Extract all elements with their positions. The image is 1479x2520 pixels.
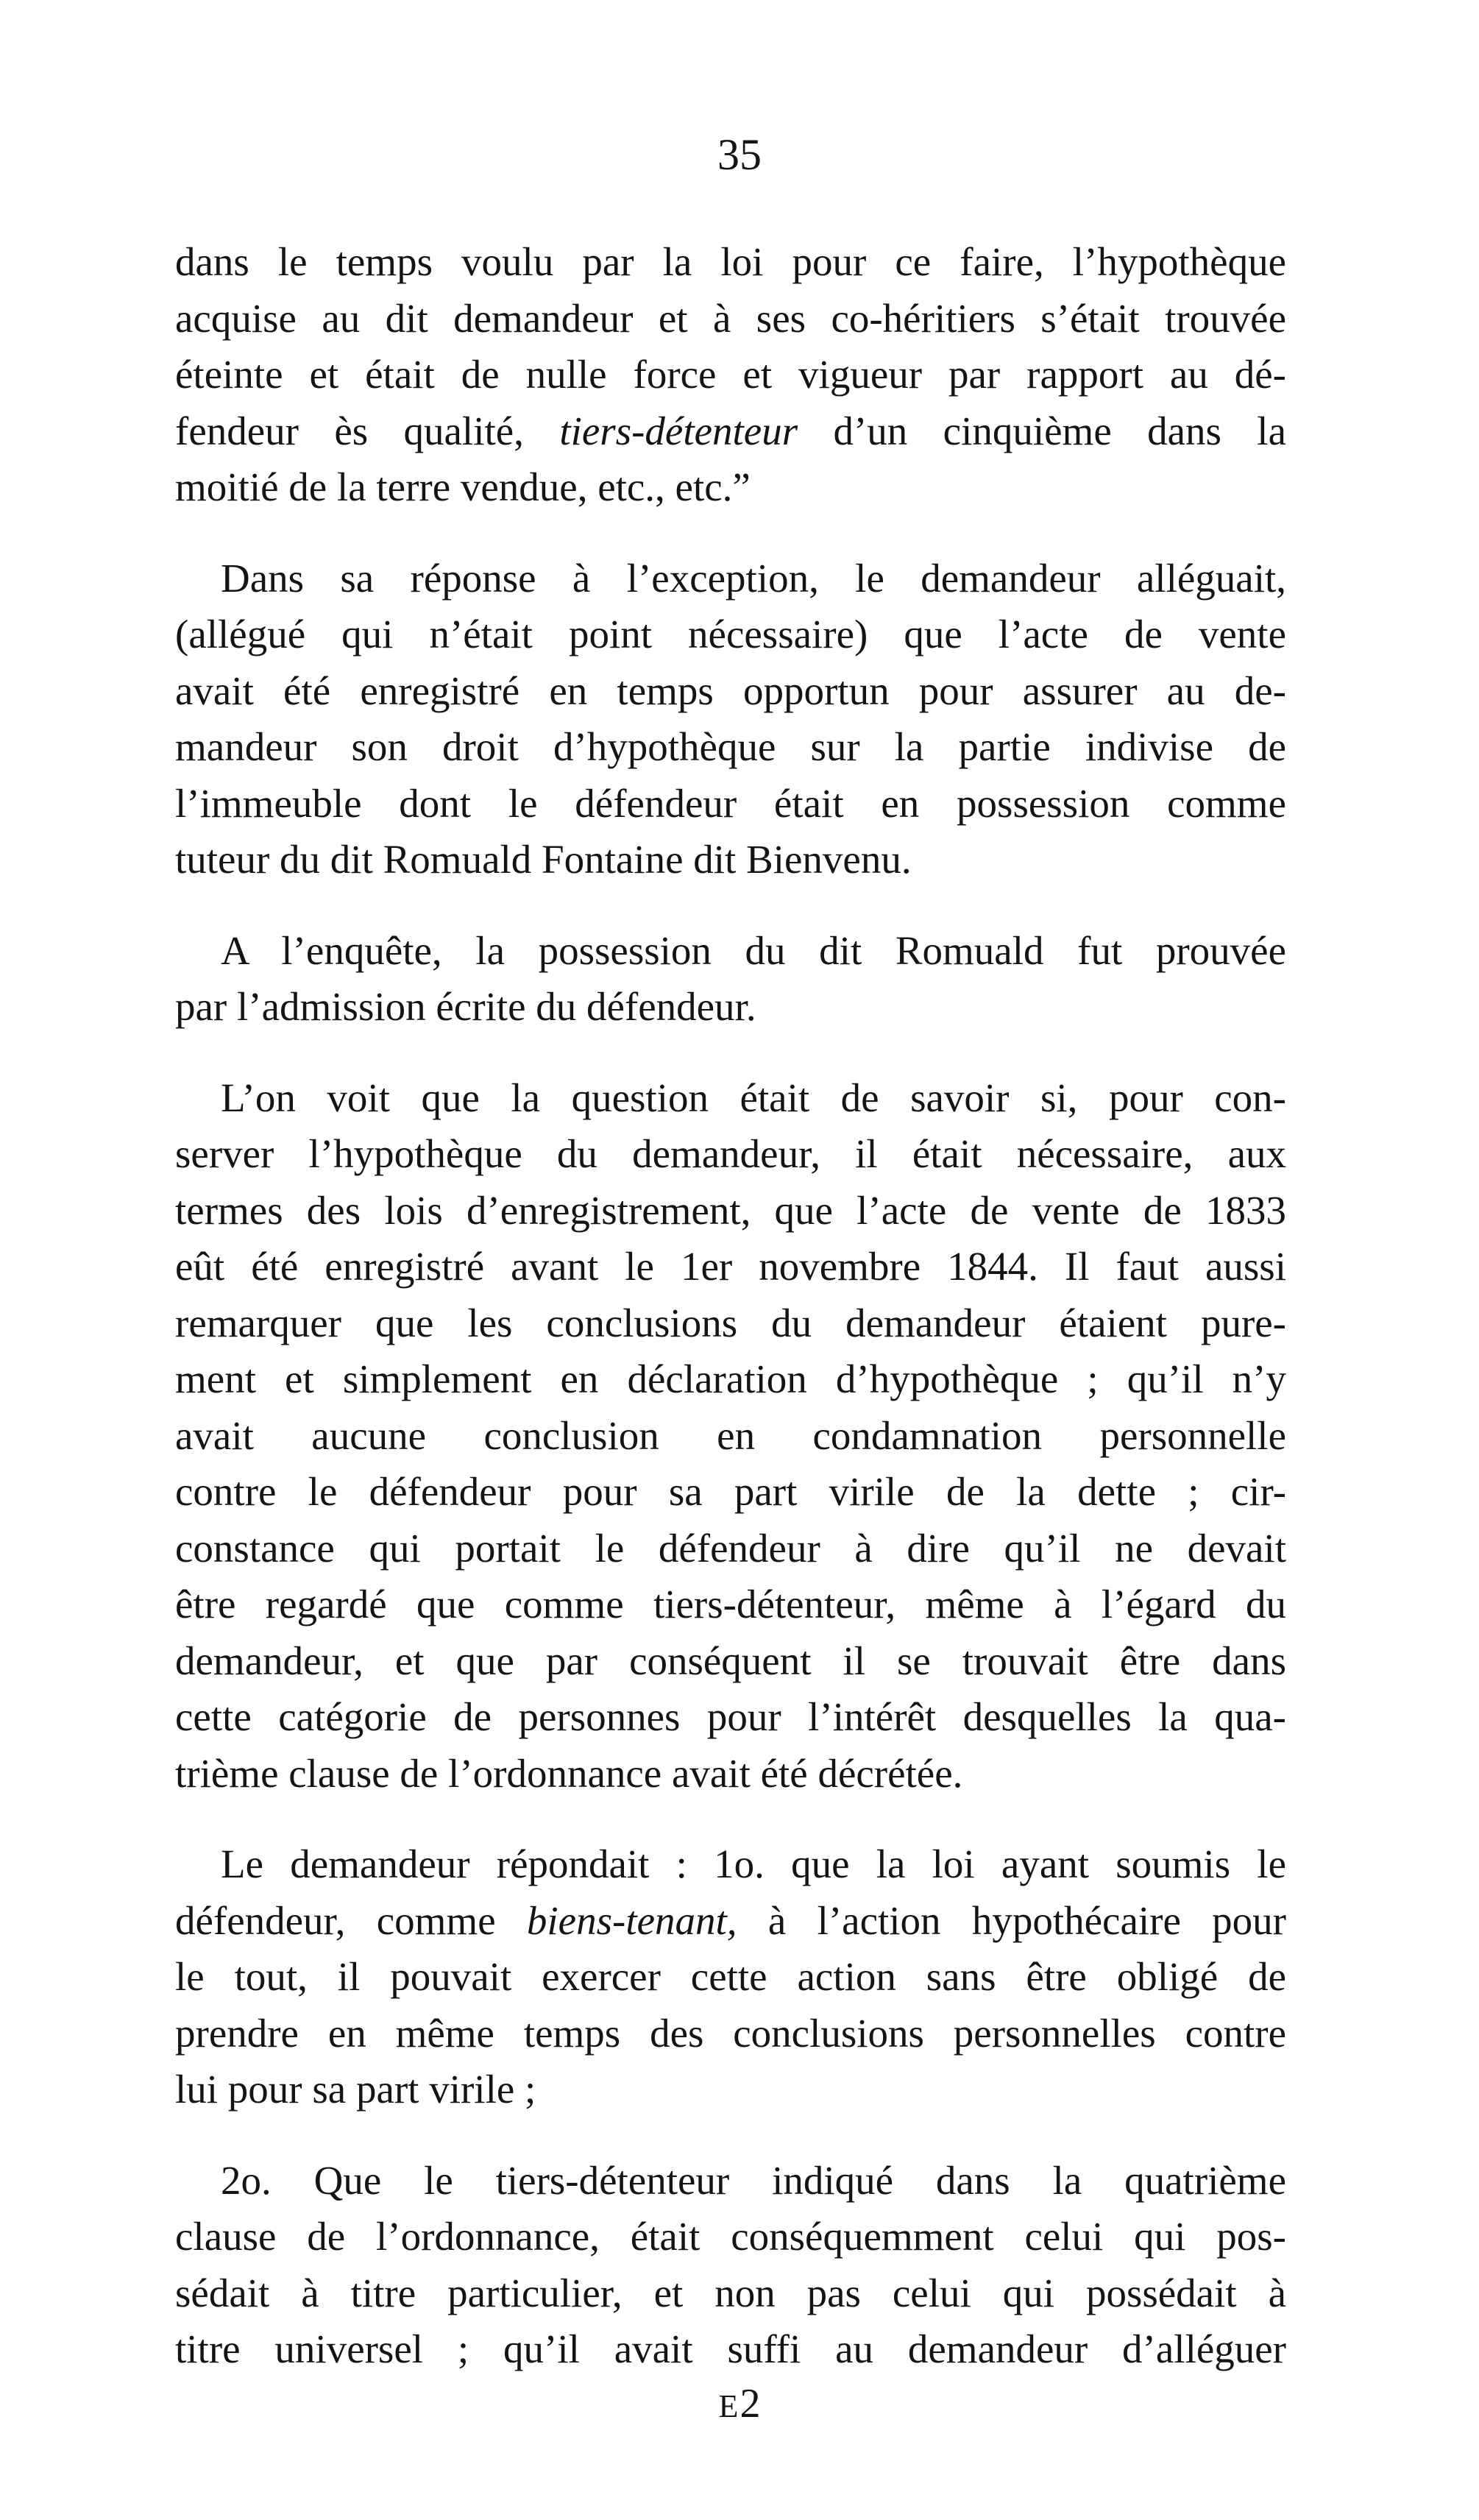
text-line: termes des lois d’enregistrement, que l’acte de vente de 1833 bbox=[175, 1187, 1286, 1233]
text-line: trième clause de l’ordonnance avait été décrétée. bbox=[175, 1750, 963, 1796]
text-line: le tout, il pouvait exercer cette action sans être obligé de bbox=[175, 1954, 1286, 1999]
text-run: à l’action hypothécaire pour bbox=[737, 1897, 1286, 1943]
text-line: L’on voit que la question était de savoir si, pour con- bbox=[221, 1075, 1286, 1120]
text-line: cette catégorie de personnes pour l’intérêt desquelles la qua- bbox=[175, 1694, 1286, 1739]
text-line: l’immeuble dont le défendeur était en possession comme bbox=[175, 780, 1286, 826]
body-text bbox=[175, 234, 1286, 2413]
text-line: remarquer que les conclusions du demandeur étaient pure- bbox=[175, 1300, 1286, 1345]
text-line: dans le temps voulu par la loi pour ce faire, l’hypothèque bbox=[175, 239, 1286, 284]
text-line: server l’hypothèque du demandeur, il était nécessaire, aux bbox=[175, 1131, 1286, 1176]
signature-number: 2 bbox=[740, 2381, 761, 2427]
text-line bbox=[175, 403, 1286, 460]
italic-term: tiers-détenteur bbox=[559, 408, 798, 453]
signature-mark bbox=[0, 2381, 1479, 2427]
paragraph bbox=[175, 923, 1286, 1036]
text-line: acquise au dit demandeur et à ses co-héritiers s’était trouvée bbox=[175, 295, 1286, 341]
text-run: d’un cinquième dans la bbox=[798, 408, 1287, 453]
text-line: prendre en même temps des conclusions personnelles contre bbox=[175, 2010, 1286, 2056]
text-line: ment et simplement en déclaration d’hypothèque ; qu’il n’y bbox=[175, 1356, 1286, 1401]
text-line: moitié de la terre vendue, etc., etc.” bbox=[175, 464, 751, 509]
italic-term: biens-tenant, bbox=[526, 1897, 737, 1943]
text-run: fendeur ès qualité, bbox=[175, 408, 560, 453]
text-line: par l’admission écrite du défendeur. bbox=[175, 984, 756, 1029]
paragraph bbox=[175, 1836, 1286, 2118]
paragraph bbox=[175, 234, 1286, 516]
text-line: éteinte et était de nulle force et vigueur par rapport au dé- bbox=[175, 352, 1286, 397]
text-line: Le demandeur répondait : 1o. que la loi ayant soumis le bbox=[221, 1841, 1286, 1886]
text-line: contre le défendeur pour sa part virile de la dette ; cir- bbox=[175, 1469, 1286, 1514]
text-line: A l’enquête, la possession du dit Romuald fut prouvée bbox=[221, 927, 1286, 973]
text-run: défendeur, comme bbox=[175, 1897, 527, 1943]
text-line: titre universel ; qu’il avait suffi au demandeur d’alléguer bbox=[175, 2326, 1286, 2371]
text-line: lui pour sa part virile ; bbox=[175, 2067, 536, 2112]
paragraph bbox=[175, 2153, 1286, 2378]
text-line: eût été enregistré avant le 1er novembre 1844. Il faut aussi bbox=[175, 1244, 1286, 1289]
text-line: sédait à titre particulier, et non pas celui qui possédait à bbox=[175, 2270, 1286, 2315]
paragraph bbox=[175, 551, 1286, 888]
text-line: tuteur du dit Romuald Fontaine dit Bienvenu. bbox=[175, 837, 912, 882]
text-line: demandeur, et que par conséquent il se trouvait être dans bbox=[175, 1638, 1286, 1683]
text-line: constance qui portait le défendeur à dire qu’il ne devait bbox=[175, 1525, 1286, 1571]
signature-letter: E bbox=[718, 2388, 740, 2424]
text-line: être regardé que comme tiers-détenteur, même à l’égard du bbox=[175, 1582, 1286, 1627]
paragraph bbox=[175, 1070, 1286, 1802]
text-line: (allégué qui n’était point nécessaire) que l’acte de vente bbox=[175, 612, 1286, 656]
text-line: mandeur son droit d’hypothèque sur la partie indivise de bbox=[175, 724, 1286, 769]
text-line: avait aucune conclusion en condamnation personnelle bbox=[175, 1412, 1286, 1458]
text-line: Dans sa réponse à l’exception, le demandeur alléguait, bbox=[221, 555, 1286, 601]
text-line: clause de l’ordonnance, était conséquemment celui qui pos- bbox=[175, 2214, 1286, 2259]
text-line bbox=[175, 1893, 1286, 1950]
text-line: avait été enregistré en temps opportun pour assurer au de- bbox=[175, 668, 1286, 713]
page-number: 35 bbox=[717, 130, 762, 179]
text-line: 2o. Que le tiers-détenteur indiqué dans la quatrième bbox=[221, 2157, 1286, 2203]
